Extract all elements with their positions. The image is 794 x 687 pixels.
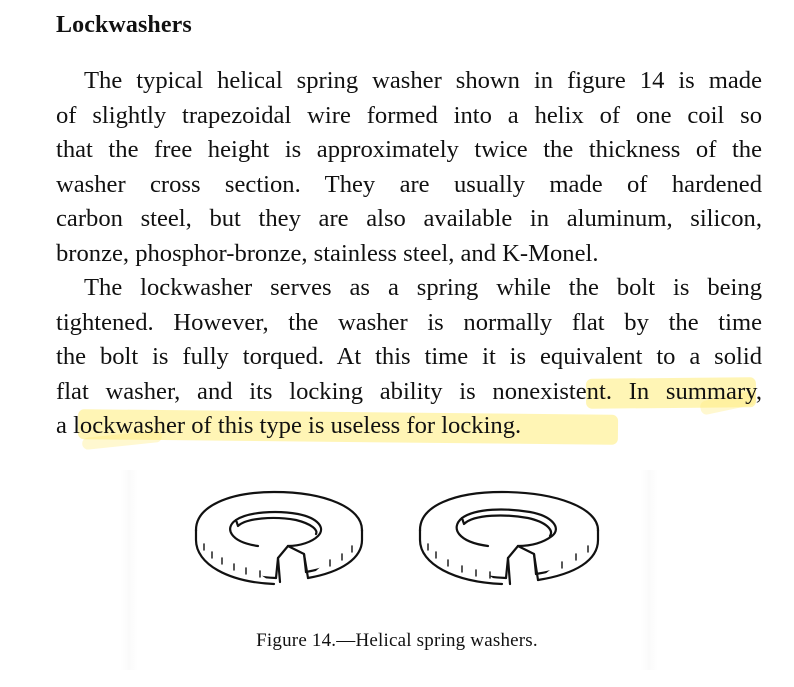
plain-text: a (56, 412, 74, 440)
plain-text: , (755, 377, 762, 405)
paragraph-2-line-5 (56, 409, 762, 444)
paragraph-1-line: of slightly trapezoidal wire formed into a helix of one coil so (56, 101, 762, 129)
spring-washers-figure (180, 480, 620, 600)
section-heading: Lockwashers (56, 12, 192, 38)
paragraph-1-line: bronze, phosphor-bronze, stainless steel, and K-Monel. (56, 239, 599, 267)
figure-caption: Figure 14.—Helical spring washers. (256, 630, 538, 651)
paragraph-2 (56, 271, 762, 444)
paragraph-1 (56, 64, 762, 272)
highlighted-text: t. In summary (598, 377, 756, 405)
paragraph-2-line-4 (56, 375, 762, 410)
washer-right (420, 492, 598, 584)
plain-text: . (515, 412, 522, 440)
washer-left (196, 492, 362, 584)
paragraph-1-line: that the free height is approximately twice the thickness of the (56, 136, 762, 164)
plain-text: flat washer, and its locking ability is nonexisten (56, 377, 599, 405)
paragraph-1-line: washer cross section. They are usually made of hardened (56, 170, 762, 198)
highlighted-text: lockwasher of this type is useless for locking (73, 412, 515, 440)
paragraph-2-line: tightened. However, the washer is normally flat by the time (56, 308, 762, 336)
paragraph-2-line: the bolt is fully torqued. At this time it is equivalent to a solid (56, 343, 762, 371)
paragraph-2-line: The lockwasher serves as a spring while the bolt is being (84, 274, 762, 301)
paragraph-1-line: carbon steel, but they are also available in aluminum, silicon, (56, 205, 762, 233)
paragraph-1-line: The typical helical spring washer shown in figure 14 is made (84, 67, 762, 94)
